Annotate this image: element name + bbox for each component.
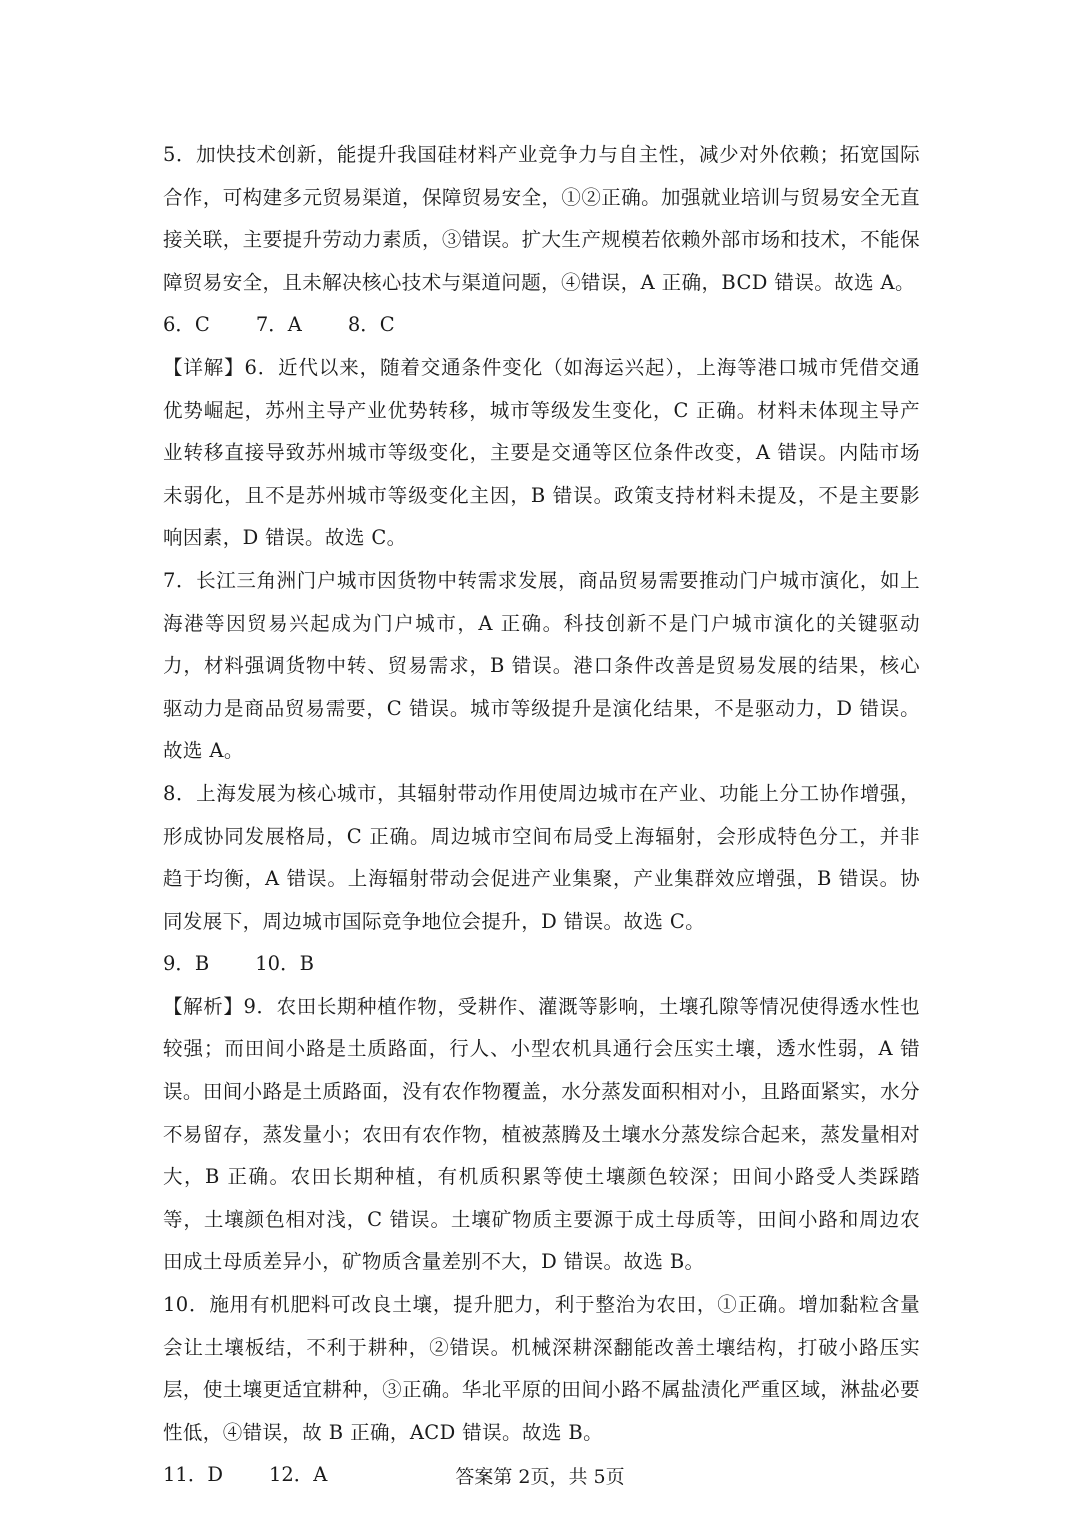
answer-content	[163, 134, 920, 1497]
answer-11: 11．D	[163, 1463, 223, 1487]
answer-10: 10．B	[255, 952, 314, 976]
paragraph-q9: 【解析】9．农田长期种植作物，受耕作、灌溉等影响，土壤孔隙等情况使得透水性也较强；而田间小路是土质路面，行人、小型农机具通行会压实土壤，透水性弱，A 错误。田间小路是土质路面，没有农作物覆盖，水分蒸发面积相对小，且路面紧实，水分不易留存，蒸发量小；农田有农作物，植被蒸腾及土壤水分蒸发综合起来，蒸发量相对大，B 正确。农田长期种植，有机质积累等使土壤颜色较深；田间小路受人类踩踏等，土壤颜色相对浅，C 错误。土壤矿物质主要源于成土母质等，田间小路和周边农田成土母质差异小，矿物质含量差别不大，D 错误。故选 B。	[163, 994, 920, 1274]
answer-row-9-10	[163, 943, 920, 986]
answer-6: 6．C	[163, 313, 210, 337]
paragraph-q10: 10．施用有机肥料可改良土壤，提升肥力，利于整治为农田，①正确。增加黏粒含量会让土壤板结，不利于耕种，②错误。机械深耕深翻能改善土壤结构，打破小路压实层，使土壤更适宜耕种，③正确。华北平原的田间小路不属盐渍化严重区域，淋盐必要性低，④错误，故 B 正确，ACD 错误。故选 B。	[163, 1293, 920, 1444]
answer-12: 12．A	[268, 1463, 328, 1487]
paragraph-q8: 8．上海发展为核心城市，其辐射带动作用使周边城市在产业、功能上分工协作增强，形成协同发展格局，C 正确。周边城市空间布局受上海辐射，会形成特色分工，并非趋于均衡，A 错误。上海辐射带动会促进产业集聚，产业集群效应增强，B 错误。协同发展下，周边城市国际竞争地位会提升，D 错误。故选 C。	[163, 781, 920, 933]
answer-7: 7．A	[255, 313, 302, 337]
paragraph-q7: 7．长江三角洲门户城市因货物中转需求发展，商品贸易需要推动门户城市演化，如上海港等因贸易兴起成为门户城市，A 正确。科技创新不是门户城市演化的关键驱动力，材料强调货物中转、贸易需求，B 错误。港口条件改善是贸易发展的结果，核心驱动力是商品贸易需要，C 错误。城市等级提升是演化结果，不是驱动力，D 错误。故选 A。	[163, 568, 920, 763]
paragraph-q5: 5．加快技术创新，能提升我国硅材料产业竞争力与自主性，减少对外依赖；拓宽国际合作，可构建多元贸易渠道，保障贸易安全，①②正确。加强就业培训与贸易安全无直接关联，主要提升劳动力素质，③错误。扩大生产规模若依赖外部市场和技术，不能保障贸易安全，且未解决核心技术与渠道问题，④错误，A 正确，BCD 错误。故选 A。	[163, 143, 920, 294]
answer-row-6-8	[163, 304, 920, 347]
answer-9: 9．B	[163, 952, 210, 976]
answer-8: 8．C	[347, 313, 395, 337]
page-footer: 答案第 2页，共 5页	[455, 1466, 625, 1488]
paragraph-q6: 【详解】6．近代以来，随着交通条件变化（如海运兴起），上海等港口城市凭借交通优势崛起，苏州主导产业优势转移，城市等级发生变化，C 正确。材料未体现主导产业转移直接导致苏州城市等级变化，主要是交通等区位条件改变，A 错误。内陆市场未弱化，且不是苏州城市等级变化主因，B 错误。政策支持材料未提及，不是主要影响因素，D 错误。故选 C。	[163, 355, 920, 550]
